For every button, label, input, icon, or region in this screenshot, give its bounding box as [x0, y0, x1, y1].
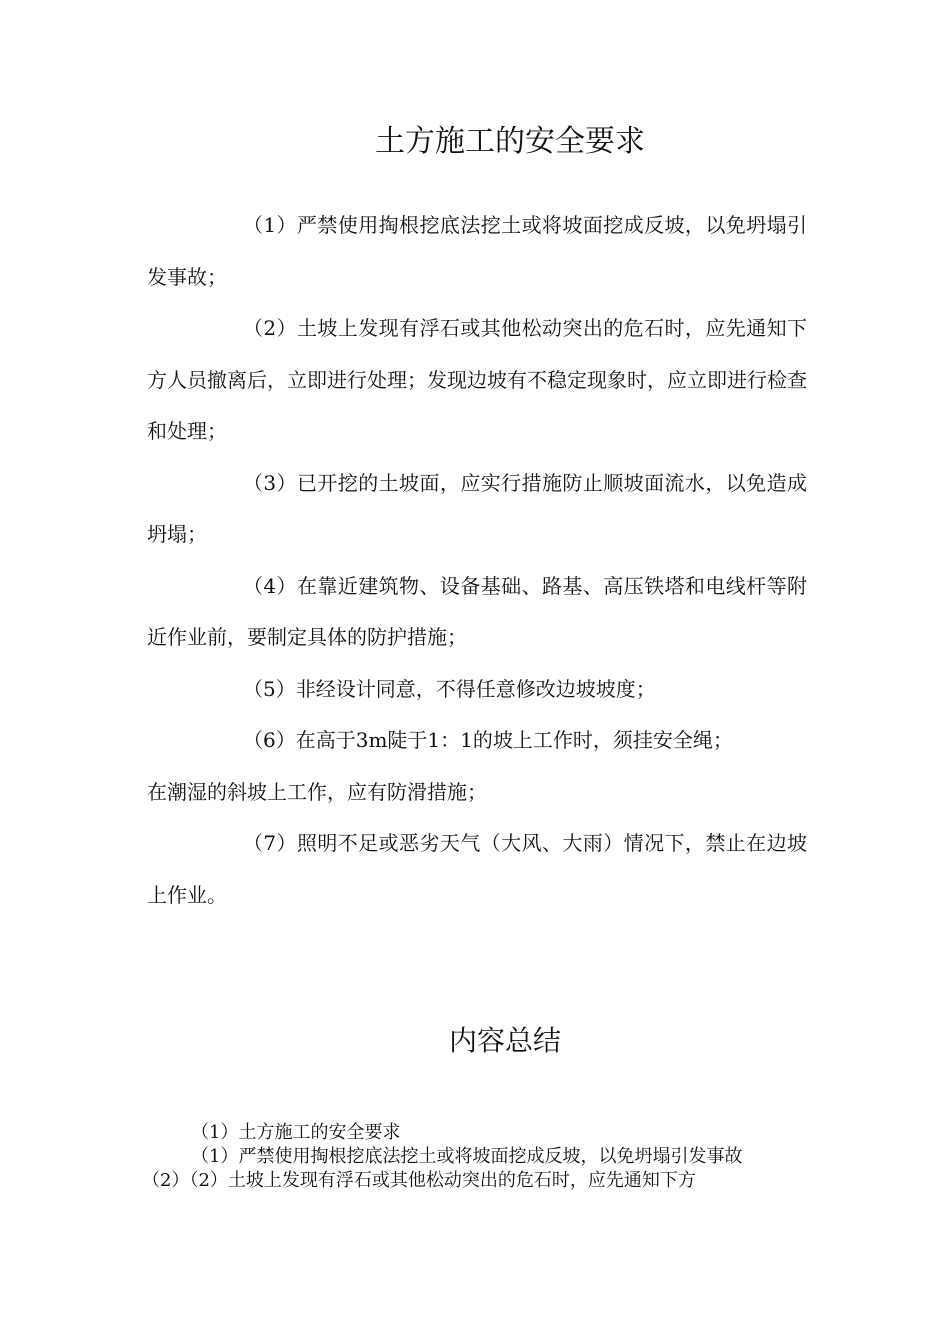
- paragraph-2: （2）土坡上发现有浮石或其他松动突出的危石时，应先通知下方人员撤离后，立即进行处理；发现边坡有不稳定现象时，应立即进行检查和处理；: [147, 316, 807, 443]
- paragraph-7: （7）照明不足或恶劣天气（大风、大雨）情况下，禁止在边坡上作业。: [147, 831, 807, 907]
- document-body: [147, 200, 807, 921]
- summary-line-1: （1）土方施工的安全要求: [191, 1122, 401, 1143]
- paragraph-6: （6）在高于3m陡于1：1的坡上工作时，须挂安全绳；: [243, 728, 733, 752]
- paragraph-5: （5）非经设计同意，不得任意修改边坡坡度；: [243, 676, 656, 701]
- document-title: 土方施工的安全要求: [375, 124, 645, 159]
- paragraph-4: （4）在靠近建筑物、设备基础、路基、高压铁塔和电线杆等附近作业前，要制定具体的防护措施；: [147, 573, 807, 649]
- summary-line-3: （2）（2）土坡上发现有浮石或其他松动突出的危石时，应先通知下方: [142, 1170, 696, 1191]
- summary-title: 内容总结: [448, 1024, 561, 1057]
- paragraph-3: （3）已开挖的土坡面，应实行措施防止顺坡面流水，以免造成坍塌；: [147, 470, 807, 546]
- paragraph-1: （1）严禁使用掏根挖底法挖土或将坡面挖成反坡，以免坍塌引发事故；: [147, 213, 807, 289]
- summary-body: [142, 1121, 805, 1193]
- paragraph-6-continued: 在潮湿的斜坡上工作，应有防滑措施；: [147, 779, 487, 804]
- summary-line-2: （1）严禁使用掏根挖底法挖土或将坡面挖成反坡，以免坍塌引发事故: [191, 1146, 743, 1167]
